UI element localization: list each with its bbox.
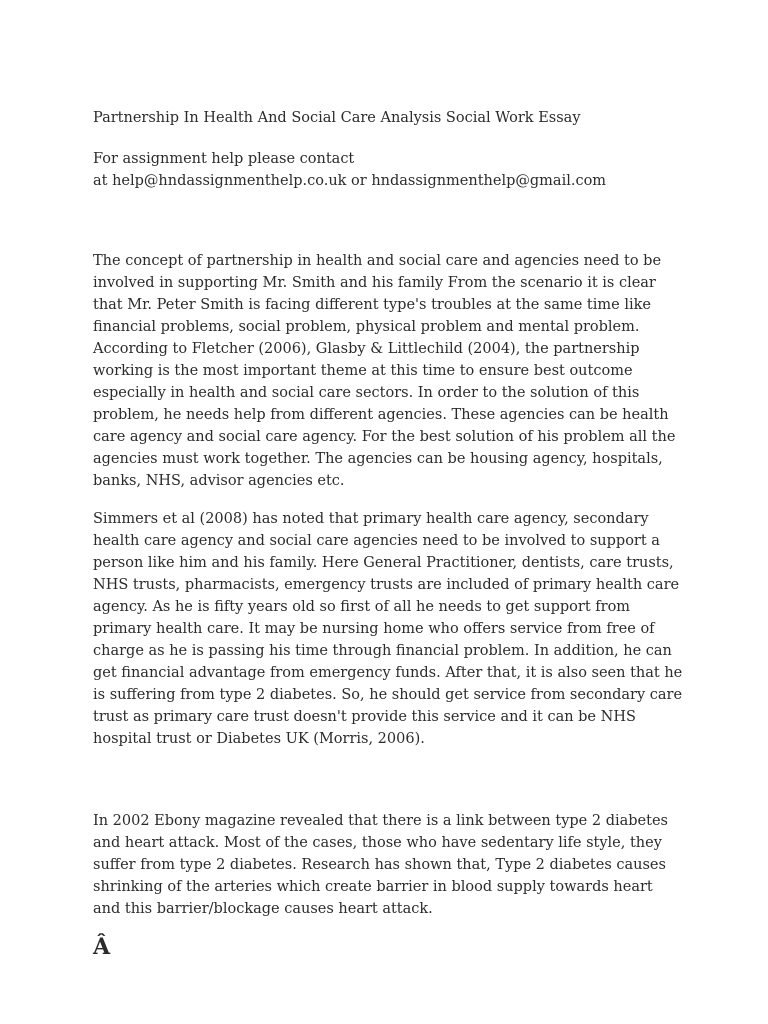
contact-line-2: at help@hndassignmenthelp.co.uk or hndassignmenthelp@gmail.com <box>93 173 607 189</box>
contact-line-1: For assignment help please contact <box>93 151 355 167</box>
paragraph-1: The concept of partnership in health and social care and agencies need to be involved in supporting Mr. Smith and his family From the scenario it is clear that Mr. Peter Smith is facing different type's troubles at the same time like financial problems, social problem, physical problem and mental problem. According to Fletcher (2006), Glasby & Littlechild (2004), the partnership working is the most important theme at this time to ensure best outcome especially in health and social care sectors. In order to the solution of this problem, he needs help from different agencies. These agencies can be health care agency and social care agency. For the best solution of his problem all the agencies must work together. The agencies can be housing agency, hospitals, banks, NHS, advisor agencies etc. <box>93 253 676 489</box>
paragraph-2: Simmers et al (2008) has noted that primary health care agency, secondary health care agency and social care agencies need to be involved to support a person like him and his family. Here General Practitioner, dentists, care trusts, NHS trusts, pharmacists, emergency trusts are included of primary health care agency. As he is fifty years old so first of all he needs to get support from primary health care. It may be nursing home who offers service from free of charge as he is passing his time through financial problem. In addition, he can get financial advantage from emergency funds. After that, it is also seen that he is suffering from type 2 diabetes. So, he should get service from secondary care trust as primary care trust doesn't provide this service and it can be NHS hospital trust or Diabetes UK (Morris, 2006). <box>93 511 683 747</box>
contact-block <box>93 148 683 192</box>
document-page <box>93 108 683 960</box>
stray-character: Â <box>93 934 111 960</box>
document-title: Partnership In Health And Social Care Analysis Social Work Essay <box>93 110 581 126</box>
paragraph-3: In 2002 Ebony magazine revealed that there is a link between type 2 diabetes and heart attack. Most of the cases, those who have sedentary life style, they suffer from type 2 diabetes. Research has shown that, Type 2 diabetes causes shrinking of the arteries which create barrier in blood supply towards heart and this barrier/blockage causes heart attack. <box>93 813 668 917</box>
